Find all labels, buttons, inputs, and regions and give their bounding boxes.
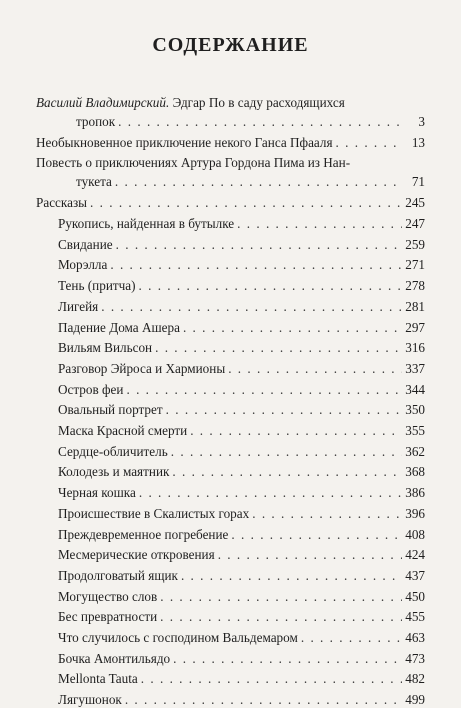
entry-title: Рассказы: [36, 195, 88, 210]
entry-title: Mellonta Tauta: [58, 671, 138, 687]
leader-dots: [116, 237, 402, 253]
toc-story-entry: [58, 444, 425, 460]
toc-story-entry: [58, 609, 425, 625]
leader-dots: [166, 402, 402, 418]
leader-dots: [237, 216, 402, 232]
toc-entry: [76, 174, 425, 190]
page-number: 3: [418, 114, 425, 129]
toc-story-entry: [58, 527, 425, 543]
leader-dots: [126, 382, 402, 398]
entry-title: Тень (притча): [58, 278, 136, 294]
entry-title: Повесть о приключениях Артура Гордона Пима из Нан-: [36, 155, 351, 170]
entry-title-cont: тропок: [76, 114, 116, 129]
page-number: 368: [405, 464, 425, 480]
leader-dots: [171, 444, 402, 460]
entry-title: Разговор Эйроса и Хармионы: [58, 360, 226, 376]
leader-dots: [183, 320, 402, 336]
page-number: 281: [405, 298, 425, 314]
entry-title: Бочка Амонтильядо: [58, 650, 171, 666]
entry-title: Необыкновенное приключение некого Ганса Пфааля: [36, 135, 333, 150]
entry-title: Лягушонок: [58, 692, 122, 708]
toc-story-entry: [58, 485, 425, 501]
page-number: 355: [405, 423, 425, 438]
leader-dots: [141, 671, 402, 687]
entry-title: Колодезь и маятник: [58, 464, 170, 480]
page-number: 499: [405, 692, 425, 708]
leader-dots: [139, 485, 402, 501]
leader-dots: [160, 589, 402, 605]
page-number: 316: [405, 340, 425, 356]
page-number: 482: [405, 671, 425, 687]
page-number: 344: [405, 381, 425, 397]
entry-title: Эдгар По в саду расходящихся: [169, 95, 345, 110]
leader-dots: [90, 195, 402, 211]
toc-story-entry: [58, 589, 425, 605]
toc-story-entry: [58, 340, 425, 356]
toc-story-entry: [58, 651, 425, 667]
leader-dots: [139, 278, 402, 294]
page-number: 278: [405, 278, 425, 294]
toc-story-entry: [58, 506, 425, 522]
entry-title: Бес превратности: [58, 609, 158, 625]
entry-title: Падение Дома Ашера: [58, 319, 180, 335]
entry-title: Морэлла: [58, 257, 108, 273]
entry-title: Вильям Вильсон: [58, 340, 153, 356]
entry-title: Овальный портрет: [58, 402, 163, 418]
toc-story-entry: [58, 671, 425, 687]
entry-title: Преждевременное погребение: [58, 526, 229, 542]
leader-dots: [101, 299, 402, 315]
toc-story-entry: [58, 278, 425, 294]
toc-story-entry: [58, 237, 425, 253]
leader-dots: [231, 527, 402, 543]
entry-title: Месмерические откровения: [58, 547, 215, 563]
page-number: 473: [405, 650, 425, 666]
toc-story-entry: [58, 216, 425, 232]
page-number: 350: [405, 402, 425, 418]
leader-dots: [252, 506, 402, 522]
toc-story-entry: [58, 423, 425, 439]
toc-entry: [36, 135, 425, 151]
leader-dots: [190, 423, 402, 439]
toc-story-entry: [58, 361, 425, 377]
toc-entry: [76, 114, 425, 130]
entry-title: Маска Красной смерти: [58, 423, 188, 438]
toc-story-entry: [58, 568, 425, 584]
entry-title: Могущество слов: [58, 588, 158, 604]
page-number: 259: [405, 236, 425, 252]
toc-story-entry: [58, 382, 425, 398]
leader-dots: [155, 340, 402, 356]
page-title: СОДЕРЖАНИЕ: [152, 34, 309, 56]
toc-story-entry: [58, 630, 425, 646]
leader-dots: [115, 174, 402, 190]
toc-story-entry: [58, 320, 425, 336]
page-number: 245: [405, 195, 425, 210]
leader-dots: [160, 609, 402, 625]
page-number: 424: [405, 547, 425, 563]
leader-dots: [118, 114, 402, 130]
leader-dots: [110, 257, 402, 273]
leader-dots: [173, 651, 402, 667]
toc-story-entry: [58, 692, 425, 708]
page-number: 337: [405, 360, 425, 376]
entry-title: Лигейя: [58, 298, 99, 314]
entry-author: Василий Владимирский.: [36, 95, 170, 110]
page-number: 450: [405, 588, 425, 604]
page-number: 247: [405, 216, 425, 231]
entry-title: Происшествие в Скалистых горах: [58, 505, 250, 521]
entry-title: Что случилось с господином Вальдемаром: [58, 630, 298, 645]
toc-entry-line: [36, 155, 350, 171]
leader-dots: [125, 692, 402, 708]
entry-title: Свидание: [58, 236, 113, 252]
leader-dots: [336, 135, 402, 151]
toc-entry: [36, 195, 425, 211]
page-number: 71: [411, 174, 425, 189]
toc-story-entry: [58, 299, 425, 315]
leader-dots: [301, 630, 402, 646]
leader-dots: [181, 568, 402, 584]
entry-title: Продолговатый ящик: [58, 567, 178, 583]
entry-title: Черная кошка: [58, 485, 136, 501]
entry-title: Рукопись, найденная в бутылке: [58, 216, 235, 231]
entry-title-cont: тукета: [76, 174, 112, 189]
entry-title: Остров феи: [58, 381, 124, 397]
page-number: 396: [405, 505, 425, 521]
page-number: 408: [405, 526, 425, 542]
page-number: 386: [405, 485, 425, 501]
page-number: 271: [405, 257, 425, 273]
toc-entry-line: [36, 95, 345, 111]
entry-title: Сердце-обличитель: [58, 443, 168, 459]
leader-dots: [218, 547, 402, 563]
toc-story-entry: [58, 547, 425, 563]
page-number: 362: [405, 443, 425, 459]
toc-story-entry: [58, 402, 425, 418]
page-number: 437: [405, 567, 425, 583]
page-number: 455: [405, 609, 425, 625]
toc-story-entry: [58, 464, 425, 480]
page-number: 13: [411, 135, 425, 150]
page-number: 297: [405, 319, 425, 335]
page-number: 463: [405, 630, 425, 645]
toc-story-entry: [58, 257, 425, 273]
leader-dots: [228, 361, 402, 377]
leader-dots: [172, 464, 402, 480]
